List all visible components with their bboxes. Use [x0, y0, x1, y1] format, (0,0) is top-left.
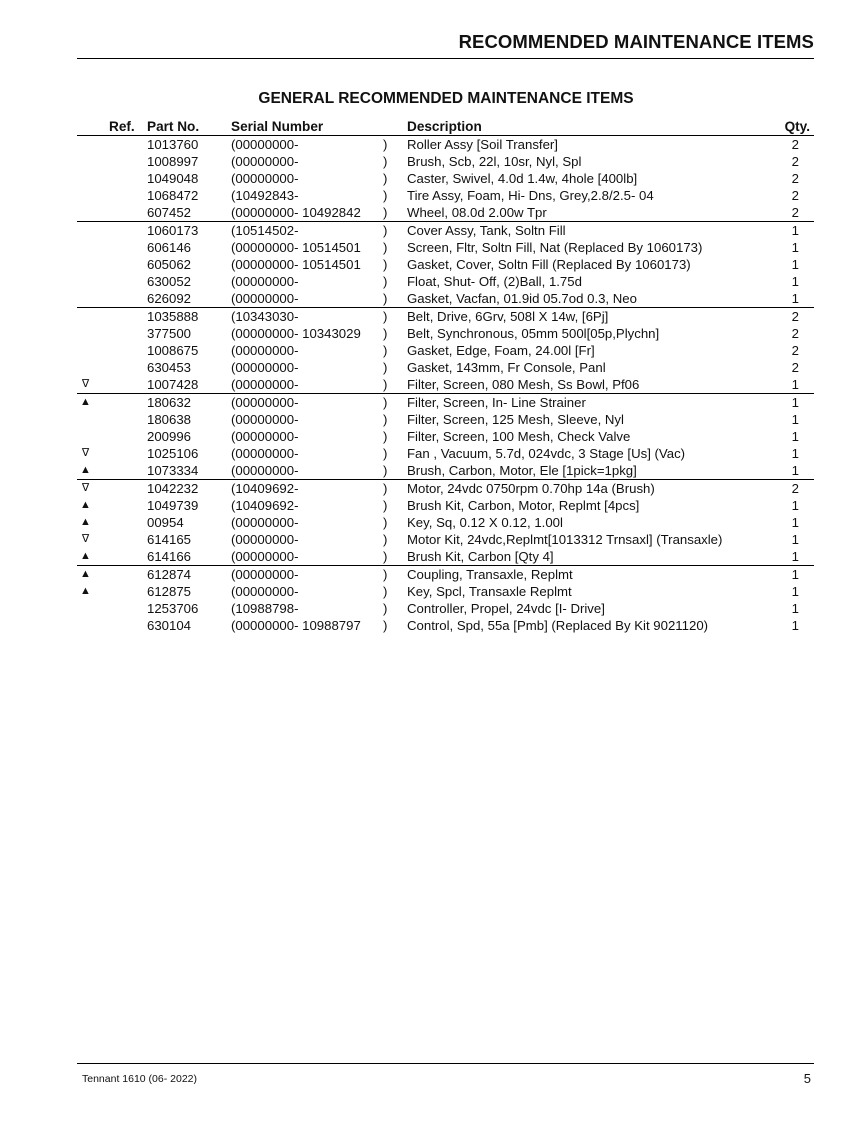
table-row	[77, 307, 814, 325]
table-row	[77, 617, 814, 634]
part-number: 606146	[147, 240, 192, 255]
part-number: 612875	[147, 584, 192, 599]
serial-number: (00000000-	[231, 412, 299, 427]
part-number: 00954	[147, 515, 184, 530]
quantity: 2	[791, 137, 799, 152]
part-number: 1013760	[147, 137, 199, 152]
quantity: 1	[791, 567, 799, 582]
description: Belt, Drive, 6Grv, 508l X 14w, [6Pj]	[407, 309, 609, 324]
table-row	[77, 239, 814, 256]
serial-close-paren: )	[383, 343, 388, 358]
description: Wheel, 08.0d 2.00w Tpr	[407, 205, 547, 220]
part-number: 630052	[147, 274, 192, 289]
quantity: 2	[791, 343, 799, 358]
table-row	[77, 204, 814, 221]
part-number: 1049048	[147, 171, 199, 186]
serial-close-paren: )	[383, 567, 388, 582]
serial-number: (00000000-	[231, 532, 299, 547]
serial-number: (00000000-	[231, 343, 299, 358]
serial-close-paren: )	[383, 549, 388, 564]
table-row	[77, 497, 814, 514]
ref-marker: ▲	[80, 585, 91, 597]
table-row	[77, 359, 814, 376]
quantity: 1	[791, 549, 799, 564]
table-row	[77, 479, 814, 497]
serial-close-paren: )	[383, 532, 388, 547]
serial-close-paren: )	[383, 240, 388, 255]
serial-close-paren: )	[383, 223, 388, 238]
table-row	[77, 187, 814, 204]
part-number: 1042232	[147, 481, 199, 496]
serial-number: (00000000-	[231, 291, 299, 306]
description: Gasket, 143mm, Fr Console, Panl	[407, 360, 606, 375]
part-number: 612874	[147, 567, 192, 582]
quantity: 1	[791, 274, 799, 289]
part-number: 1007428	[147, 377, 199, 392]
ref-marker: ▲	[80, 396, 91, 408]
description: Gasket, Cover, Soltn Fill (Replaced By 1060173)	[407, 257, 691, 272]
table-row	[77, 136, 814, 153]
quantity: 1	[791, 257, 799, 272]
table-row	[77, 411, 814, 428]
description: Filter, Screen, 080 Mesh, Ss Bowl, Pf06	[407, 377, 640, 392]
quantity: 1	[791, 223, 799, 238]
serial-close-paren: )	[383, 205, 388, 220]
quantity: 1	[791, 601, 799, 616]
header-part-no: Part No.	[147, 119, 200, 134]
part-number: 200996	[147, 429, 192, 444]
serial-number: (00000000-	[231, 515, 299, 530]
quantity: 1	[791, 429, 799, 444]
part-number: 180638	[147, 412, 192, 427]
ref-marker: ▲	[80, 464, 91, 476]
page-title: RECOMMENDED MAINTENANCE ITEMS	[458, 31, 814, 52]
quantity: 2	[791, 309, 799, 324]
serial-number: (00000000-	[231, 137, 299, 152]
quantity: 1	[791, 412, 799, 427]
table-body	[77, 136, 814, 634]
serial-number: (00000000-	[231, 446, 299, 461]
serial-number: (00000000-	[231, 463, 299, 478]
part-number: 1008997	[147, 154, 199, 169]
table-row	[77, 428, 814, 445]
serial-number: (10988798-	[231, 601, 299, 616]
serial-close-paren: )	[383, 154, 388, 169]
serial-close-paren: )	[383, 463, 388, 478]
header-serial-number: Serial Number	[231, 119, 324, 134]
serial-number: (10514502-	[231, 223, 299, 238]
table-row	[77, 531, 814, 548]
footer-divider	[77, 1063, 814, 1064]
quantity: 1	[791, 291, 799, 306]
table-row	[77, 393, 814, 411]
serial-close-paren: )	[383, 412, 388, 427]
serial-close-paren: )	[383, 429, 388, 444]
description: Brush, Carbon, Motor, Ele [1pick=1pkg]	[407, 463, 637, 478]
serial-number: (00000000- 10514501	[231, 257, 361, 272]
table-row	[77, 290, 814, 307]
part-number: 1068472	[147, 188, 199, 203]
title-divider	[77, 58, 814, 59]
quantity: 1	[791, 498, 799, 513]
serial-number: (00000000- 10492842	[231, 205, 361, 220]
description: Roller Assy [Soil Transfer]	[407, 137, 558, 152]
part-number: 1060173	[147, 223, 199, 238]
table-row	[77, 600, 814, 617]
serial-number: (00000000- 10343029	[231, 326, 361, 341]
part-number: 607452	[147, 205, 192, 220]
serial-number: (00000000- 10988797	[231, 618, 361, 633]
serial-close-paren: )	[383, 377, 388, 392]
part-number: 630453	[147, 360, 192, 375]
serial-number: (00000000-	[231, 274, 299, 289]
quantity: 1	[791, 532, 799, 547]
ref-marker: ▲	[80, 516, 91, 528]
table-row	[77, 376, 814, 393]
serial-close-paren: )	[383, 515, 388, 530]
serial-close-paren: )	[383, 601, 388, 616]
quantity: 2	[791, 171, 799, 186]
serial-number: (00000000-	[231, 171, 299, 186]
table-row	[77, 462, 814, 479]
description: Fan , Vacuum, 5.7d, 024vdc, 3 Stage [Us] (Vac)	[407, 446, 686, 461]
part-number: 614165	[147, 532, 192, 547]
serial-close-paren: )	[383, 481, 388, 496]
serial-close-paren: )	[383, 188, 388, 203]
description: Caster, Swivel, 4.0d 1.4w, 4hole [400lb]	[407, 171, 638, 186]
ref-marker: ∇	[81, 447, 90, 459]
part-number: 1073334	[147, 463, 199, 478]
serial-close-paren: )	[383, 171, 388, 186]
ref-marker: ∇	[81, 482, 90, 494]
header-qty: Qty.	[784, 119, 810, 134]
description: Filter, Screen, 100 Mesh, Check Valve	[407, 429, 631, 444]
serial-close-paren: )	[383, 291, 388, 306]
table-row	[77, 548, 814, 565]
part-number: 1035888	[147, 309, 199, 324]
serial-number: (00000000-	[231, 429, 299, 444]
quantity: 1	[791, 515, 799, 530]
serial-close-paren: )	[383, 137, 388, 152]
part-number: 180632	[147, 395, 192, 410]
serial-close-paren: )	[383, 360, 388, 375]
serial-close-paren: )	[383, 257, 388, 272]
part-number: 605062	[147, 257, 192, 272]
quantity: 2	[791, 360, 799, 375]
part-number: 630104	[147, 618, 192, 633]
serial-close-paren: )	[383, 274, 388, 289]
description: Brush Kit, Carbon, Motor, Replmt [4pcs]	[407, 498, 640, 513]
serial-close-paren: )	[383, 326, 388, 341]
table-row	[77, 221, 814, 239]
serial-number: (10492843-	[231, 188, 299, 203]
section-title: GENERAL RECOMMENDED MAINTENANCE ITEMS	[258, 90, 634, 107]
description: Brush, Scb, 22l, 10sr, Nyl, Spl	[407, 154, 582, 169]
serial-number: (10409692-	[231, 481, 299, 496]
description: Gasket, Edge, Foam, 24.00l [Fr]	[407, 343, 595, 358]
ref-marker: ▲	[80, 550, 91, 562]
serial-number: (00000000-	[231, 154, 299, 169]
ref-marker: ∇	[81, 533, 90, 545]
quantity: 2	[791, 326, 799, 341]
serial-close-paren: )	[383, 618, 388, 633]
part-number: 614166	[147, 549, 192, 564]
quantity: 2	[791, 481, 799, 496]
description: Float, Shut- Off, (2)Ball, 1.75d	[407, 274, 582, 289]
serial-close-paren: )	[383, 498, 388, 513]
description: Gasket, Vacfan, 01.9id 05.7od 0.3, Neo	[407, 291, 637, 306]
quantity: 2	[791, 154, 799, 169]
quantity: 1	[791, 395, 799, 410]
parts-table	[77, 118, 814, 634]
serial-number: (00000000-	[231, 584, 299, 599]
part-number: 377500	[147, 326, 192, 341]
table-row	[77, 153, 814, 170]
table-row	[77, 583, 814, 600]
description: Controller, Propel, 24vdc [I- Drive]	[407, 601, 605, 616]
quantity: 1	[791, 584, 799, 599]
description: Belt, Synchronous, 05mm 500l[05p,Plychn]	[407, 326, 660, 341]
serial-close-paren: )	[383, 309, 388, 324]
header-ref: Ref.	[109, 119, 135, 134]
part-number: 1025106	[147, 446, 199, 461]
serial-number: (00000000-	[231, 549, 299, 564]
description: Key, Sq, 0.12 X 0.12, 1.00l	[407, 515, 563, 530]
quantity: 1	[791, 463, 799, 478]
quantity: 2	[791, 188, 799, 203]
serial-number: (00000000-	[231, 377, 299, 392]
ref-marker: ∇	[81, 378, 90, 390]
quantity: 1	[791, 377, 799, 392]
description: Key, Spcl, Transaxle Replmt	[407, 584, 572, 599]
serial-number: (00000000-	[231, 395, 299, 410]
serial-number: (00000000- 10514501	[231, 240, 361, 255]
description: Control, Spd, 55a [Pmb] (Replaced By Kit 9021120)	[407, 618, 709, 633]
serial-close-paren: )	[383, 395, 388, 410]
description: Cover Assy, Tank, Soltn Fill	[407, 223, 566, 238]
table-row	[77, 170, 814, 187]
table-row	[77, 342, 814, 359]
table-row	[77, 445, 814, 462]
serial-number: (00000000-	[231, 567, 299, 582]
table-row	[77, 565, 814, 583]
serial-close-paren: )	[383, 584, 388, 599]
description: Filter, Screen, In- Line Strainer	[407, 395, 586, 410]
serial-number: (10343030-	[231, 309, 299, 324]
ref-marker: ▲	[80, 568, 91, 580]
quantity: 1	[791, 240, 799, 255]
description: Screen, Fltr, Soltn Fill, Nat (Replaced By 1060173)	[407, 240, 703, 255]
footer-model-date: Tennant 1610 (06- 2022)	[82, 1073, 198, 1085]
quantity: 2	[791, 205, 799, 220]
table-header	[77, 118, 814, 136]
description: Motor Kit, 24vdc,Replmt[1013312 Trnsaxl] (Transaxle)	[407, 532, 723, 547]
description: Tire Assy, Foam, Hi- Dns, Grey,2.8/2.5- 04	[407, 188, 654, 203]
table-row	[77, 514, 814, 531]
description: Brush Kit, Carbon [Qty 4]	[407, 549, 554, 564]
table-row	[77, 256, 814, 273]
quantity: 1	[791, 618, 799, 633]
part-number: 1253706	[147, 601, 199, 616]
serial-number: (00000000-	[231, 360, 299, 375]
part-number: 1008675	[147, 343, 199, 358]
quantity: 1	[791, 446, 799, 461]
ref-marker: ▲	[80, 499, 91, 511]
table-row	[77, 273, 814, 290]
serial-number: (10409692-	[231, 498, 299, 513]
description: Motor, 24vdc 0750rpm 0.70hp 14a (Brush)	[407, 481, 655, 496]
description: Coupling, Transaxle, Replmt	[407, 567, 573, 582]
serial-close-paren: )	[383, 446, 388, 461]
part-number: 626092	[147, 291, 192, 306]
table-row	[77, 325, 814, 342]
description: Filter, Screen, 125 Mesh, Sleeve, Nyl	[407, 412, 624, 427]
part-number: 1049739	[147, 498, 199, 513]
header-description: Description	[407, 119, 482, 134]
page-number: 5	[803, 1071, 811, 1086]
